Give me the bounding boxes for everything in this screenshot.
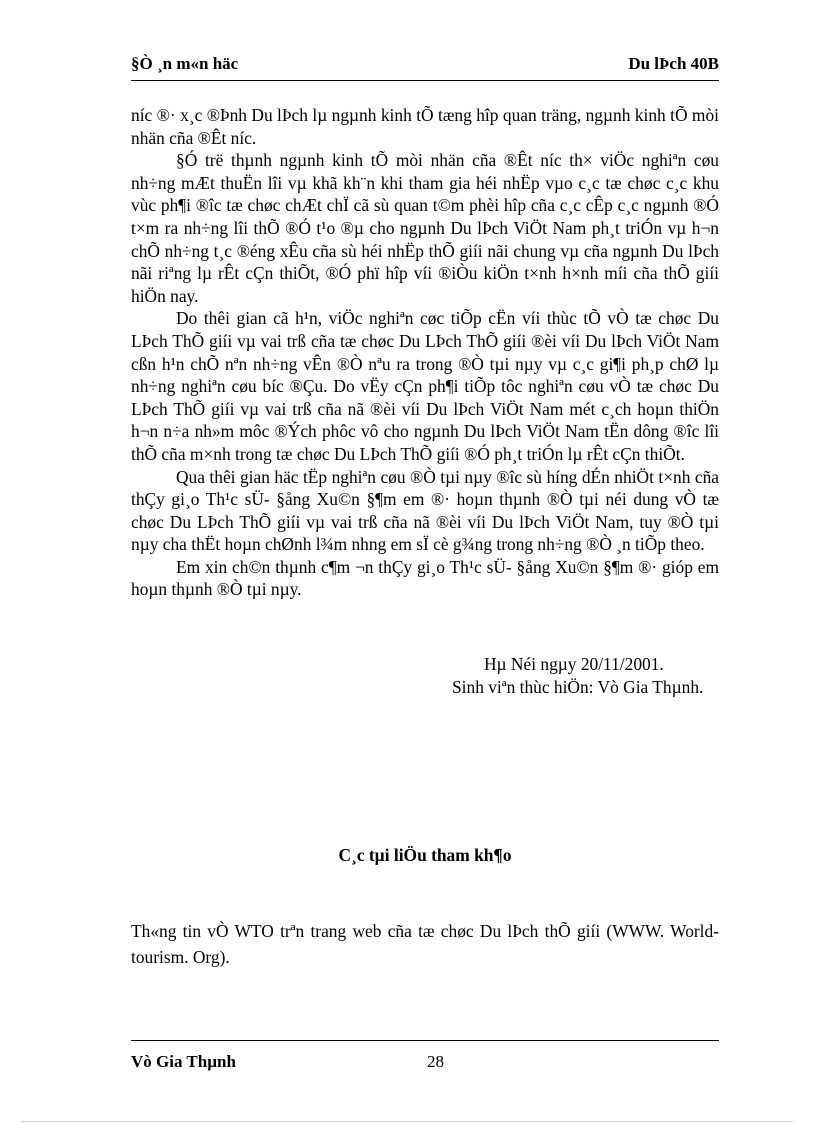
page-header — [131, 54, 719, 78]
header-divider — [131, 80, 719, 81]
body-text — [131, 104, 719, 601]
signature-author: Sinh viªn thùc hiÖn: Vò Gia Thµnh. — [452, 677, 704, 697]
footer-divider — [131, 1040, 719, 1041]
page-edge — [22, 1121, 794, 1122]
paragraph-intro: níc ®· x¸c ®Þnh Du lÞch lµ ngµnh kinh tÕ tæng hîp quan träng, ngµnh kinh tÕ mòi nhän cña ®Êt níc. — [131, 105, 719, 148]
paragraph-thanks: Em xin ch©n thµnh c¶m ¬n thÇy gi¸o Th¹c sÜ- §ång Xu©n §¶m ®· gióp em hoµn thµnh ®Ò tµi nµy. — [131, 556, 719, 600]
paragraph-research: §Ó trë thµnh ngµnh kinh tÕ mòi nhän cña ®Êt níc th× viÖc nghiªn cøu nh÷ng mÆt thuËn lîi vµ khã kh¨n khi tham gia héi nhËp vµo c¸c tæ chøc c¸c khu vùc ph¶i ®îc tæ chøc chÆt chÏ cã sù quan t©m phèi hîp cña c¸c cÊp c¸c ngµnh ®Ó t×m ra nh÷ng lîi thÕ ®Ó t¹o ®µ cho ngµnh Du lÞch ViÖt Nam ph¸t triÓn vµ h¬n chÕ nh÷ng t¸c ®éng xÊu cña sù héi nhËp thÕ giíi nãi chung vµ cña ngµnh Du lÞch nãi riªng lµ rÊt cÇn thiÕt, ®Ó phï hîp víi ®iÒu kiÖn t×nh h×nh míi cña thÕ giíi hiÖn nay. — [131, 150, 719, 306]
paragraph-limitations: Do thêi gian cã h¹n, viÖc nghiªn cøc tiÕp cËn víi thùc tÕ vÒ tæ chøc Du LÞch ThÕ giíi vµ vai trß cña tæ chøc Du LÞch ThÕ giíi ®èi víi Du lÞch ViÖt Nam cßn h¹n chÕ nªn nh÷ng vÊn ®Ò nªu ra trong ®Ò tµi nµy vµ c¸c gi¶i ph¸p chØ lµ nh÷ng nghiªn cøu bíc ®Çu. Do vËy cÇn ph¶i tiÕp tôc nghiªn cøu vÒ tæ chøc Du LÞch ThÕ giíi vµ vai trß cña nã ®èi víi Du lÞch ViÖt Nam mét c¸ch hoµn thiÖn h¬n n÷a nh»m môc ®Ých phôc vô cho ngµnh Du lÞch ViÖt Nam tËn dông ®îc lîi thÕ cña m×nh trong tæ chøc Du LÞch ThÕ giíi ®Ó ph¸t triÓn lµ rÊt cÇn thiÕt. — [131, 308, 719, 464]
header-class-name: Du lÞch 40B — [628, 54, 719, 73]
paragraph-acknowledgement: Qua thêi gian häc tËp nghiªn cøu ®Ò tµi nµy ®îc sù híng dÉn nhiÖt t×nh cña thÇy gi¸o Th¹c sÜ- §ång Xu©n §¶m em ®· hoµn thµnh ®Ò tµi néi dung vÒ tæ chøc Du LÞch ThÕ giíi vµ vai trß cña nã ®èi víi Du lÞch ViÖt Nam, tuy ®Ò tµi nµy cha thËt hoµn chØnh l¾m nhng em sÏ cè g¾ng trong nh÷ng ®Ò ¸n tiÕp theo. — [131, 466, 719, 555]
signature-date: Hµ Néi ngµy 20/11/2001. — [484, 654, 664, 674]
header-course-title: §Ò ¸n m«n häc — [131, 54, 239, 73]
page-number: 28 — [427, 1052, 444, 1071]
references-list — [131, 918, 719, 970]
footer-author: Vò Gia Thµnh — [131, 1052, 236, 1071]
reference-item: Th«ng tin vÒ WTO trªn trang web cña tæ chøc Du lÞch thÕ giíi (WWW. World- tourism. Org). — [131, 921, 719, 967]
references-title: C¸c tµi liÖu tham kh¶o — [338, 845, 512, 865]
